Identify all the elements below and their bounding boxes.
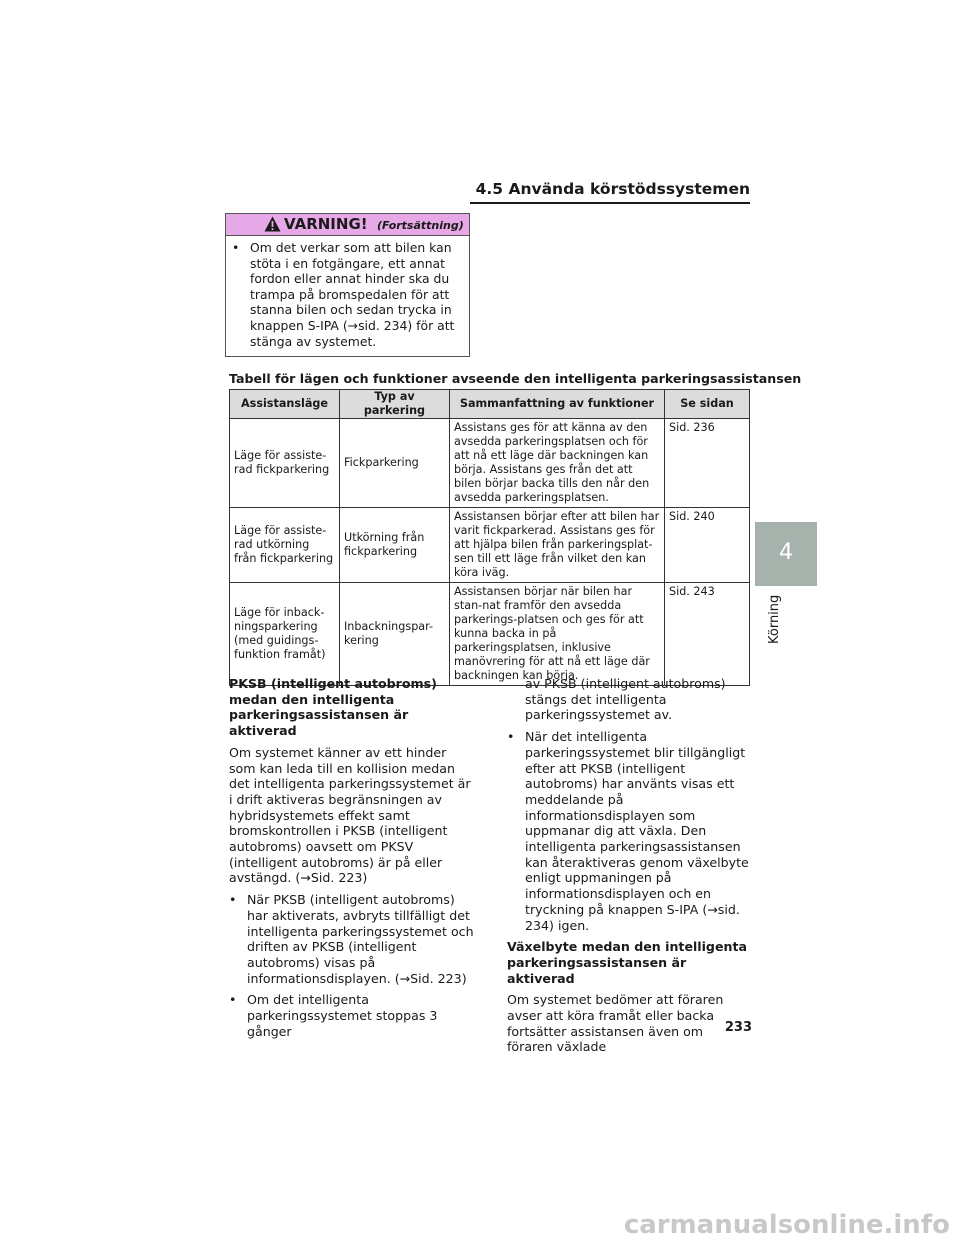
mode-table [229,389,750,686]
list-item [229,992,474,1039]
column-header: Se sidan [665,390,750,419]
list-item-text: Om det intelligenta parkeringssystemet stoppas 3 gånger [247,992,438,1039]
list-item-text: När det intelligenta parkeringssystemet blir tillgängligt efter att PKSB (intelligent autobroms) har använts visas ett meddelande på informationsdisplayen som uppmanar dig att växla. Den intelligenta parkeringsassistansen kan återaktiveras genom växelbyte enligt uppmaningen på informationsdisplayen och en tryckning på knappen S-IPA (→sid. 234) igen. [525,729,749,933]
list-item-text: När PKSB (intelligent autobroms) har aktiverats, avbryts tillfälligt det intelligenta parkeringssystemet och driften av PKSB (intelligent autobroms) visas på informationsdisplayen. (→Sid. 223) [247,892,474,986]
paragraph: Om systemet bedömer att föraren avser att köra framåt eller backa fortsätter assistansen även om föraren växlade [507,992,724,1055]
bullet-marker: • [507,729,515,745]
table-cell-mode: Läge för assiste-rad fickparkering [230,419,340,508]
bullet-marker: • [229,992,237,1008]
warning-title: VARNING! [284,215,368,233]
table-cell-mode: Läge för inback-ningsparkering (med guidings-funktion framåt) [230,583,340,686]
table-cell-mode: Läge för assiste-rad utkörning från fickparkering [230,508,340,583]
column-header: Sammanfattning av funktioner [450,390,665,419]
warning-triangle-icon [264,216,281,232]
table-cell-type: Fickparkering [340,419,450,508]
list-item [507,729,752,933]
header-rule [470,202,750,204]
section-heading: PKSB (intelligent autobroms) medan den intelligenta parkeringsassistansen är aktiverad [229,676,437,739]
bullet-marker: • [232,240,240,255]
table-cell-type: Utkörning från fickparkering [340,508,450,583]
warning-text: Om det verkar som att bilen kan stöta i en fotgängare, ett annat fordon eller annat hinder ska du trampa på bromspedalen för att stanna bilen och sedan trycka in knappen S-IPA (→sid. 234) för att stänga av systemet. [250,240,455,349]
watermark: carmanualsonline.info [623,1210,950,1240]
table-cell-page: Sid. 240 [665,508,750,583]
bullet-marker: • [229,892,237,908]
warning-item [232,240,462,349]
warning-subtitle: (Fortsättning) [377,219,464,232]
table-row [230,583,750,686]
paragraph: Om systemet känner av ett hinder som kan leda till en kollision medan det intelligenta parkeringssystemet är i drift aktiveras begränsningen av hybridsystemets effekt samt bromskontrollen i PKSB (intelligent autobroms) oavsett om PKSV (intelligent autobroms) är på eller avstängd. (→Sid. 223) [229,744,471,886]
column-header: Typ av parkering [340,390,450,419]
left-column [229,676,474,1039]
table-cell-summary: Assistansen börjar efter att bilen har varit fickparkerad. Assistans ges för att hjälpa bilen från parkeringsplat-sen till ett läge från vilket den kan köra iväg. [450,508,665,583]
table-cell-type: Inbackningspar-kering [340,583,450,686]
chapter-title-text: Körning [767,594,782,644]
table-cell-summary: Assistansen börjar när bilen har stan-nat framför den avsedda parkerings-platsen och ges för att kunna backa in på parkeringsplatsen, inklusive manövrering för att nå ett läge där backningen kan börja. [450,583,665,686]
warning-box [225,213,470,357]
chapter-title [765,592,785,652]
table-title: Tabell för lägen och funktioner avseende den intelligenta parkeringsassistansen [229,371,802,386]
list-item [229,892,474,986]
table-row [230,508,750,583]
list-item-text: av PKSB (intelligent autobroms) stängs det intelligenta parkeringssystemet av. [525,676,726,723]
right-column [507,676,752,1055]
table-cell-page: Sid. 236 [665,419,750,508]
table-row [230,419,750,508]
column-header: Assistansläge [230,390,340,419]
table-header-row [230,390,750,419]
section-heading: Växelbyte medan den intelligenta parkeringsassistansen är aktiverad [507,939,747,986]
chapter-number: 4 [779,540,793,565]
table-cell-page: Sid. 243 [665,583,750,686]
list-item-continued [507,676,752,723]
table-cell-summary: Assistans ges för att känna av den avsedda parkeringsplatsen och för att nå ett läge där backningen kan börja. Assistans ges från det att bilen börjar backa tills den når den avsedda parkeringsplatsen. [450,419,665,508]
warning-header [226,214,469,236]
page-number: 233 [724,1020,752,1035]
section-header: 4.5 Använda körstödssystemen [475,180,750,198]
